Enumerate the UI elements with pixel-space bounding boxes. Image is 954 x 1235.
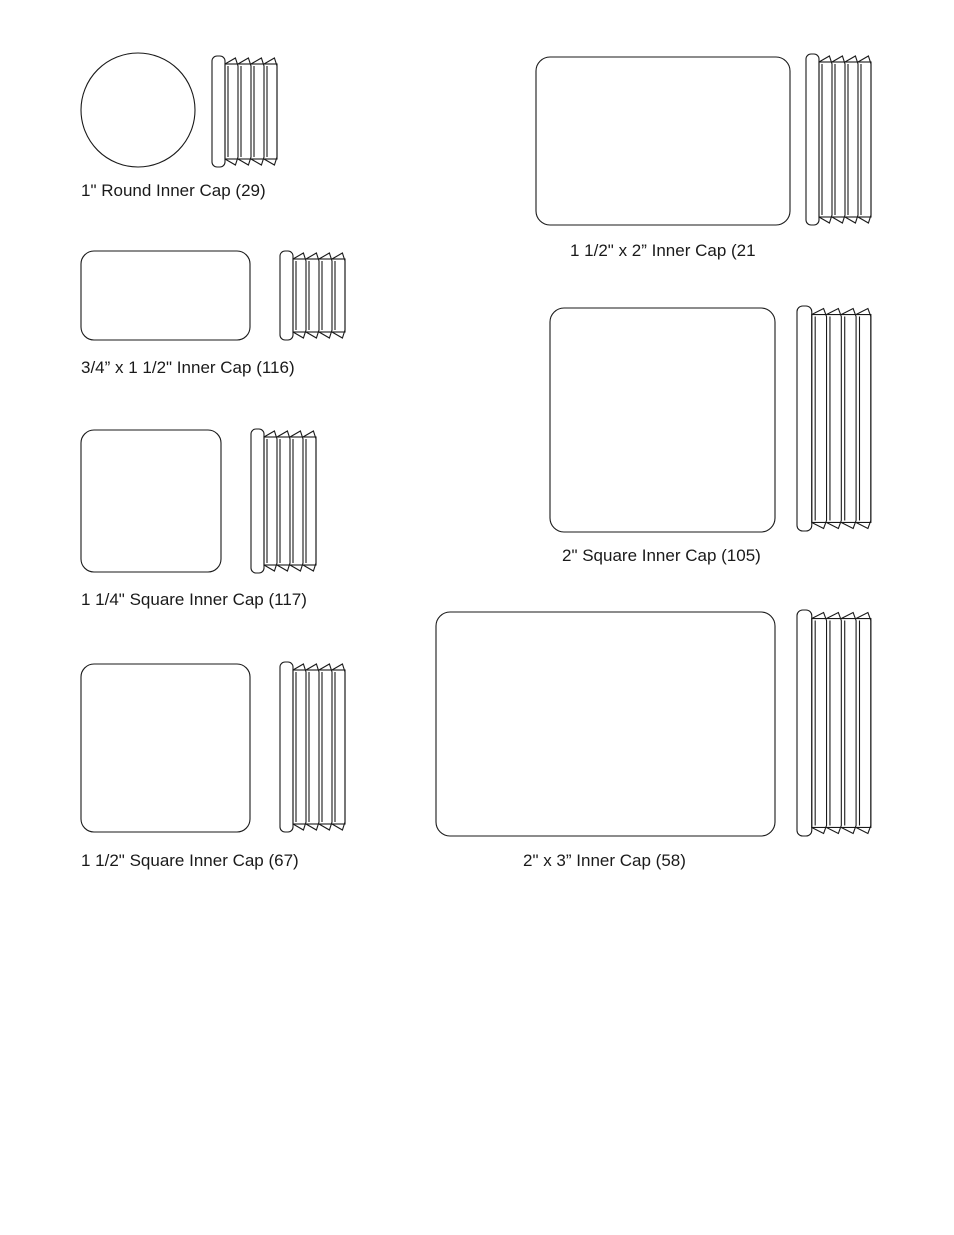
- cap-rib: [332, 253, 345, 338]
- cap-side-profile: [797, 306, 871, 531]
- cap-side-profile: [251, 429, 316, 573]
- cap-rib: [827, 309, 842, 529]
- cap-rib: [856, 309, 871, 529]
- cap-flange: [797, 610, 812, 836]
- cap-rib: [841, 613, 856, 834]
- cap-flange: [797, 306, 812, 531]
- square-2-inner-cap-drawing: [550, 306, 871, 532]
- cap-rib: [832, 56, 845, 223]
- square-1-1-2-inner-cap-label: 1 1/2" Square Inner Cap (67): [81, 851, 299, 870]
- square-1-1-4-inner-cap-label: 1 1/4" Square Inner Cap (117): [81, 590, 307, 609]
- cap-face-outline: [436, 612, 775, 836]
- cap-rib: [812, 613, 827, 834]
- cap-rib: [319, 253, 332, 338]
- cap-rib: [293, 253, 306, 338]
- cap-face-outline: [81, 53, 195, 167]
- cap-flange: [251, 429, 264, 573]
- cap-flange: [280, 662, 293, 832]
- rect-1-1-2x2-inner-cap-drawing: [536, 54, 871, 225]
- cap-rib: [856, 613, 871, 834]
- cap-rib: [306, 253, 319, 338]
- round-inner-cap-drawing: [81, 53, 277, 167]
- cap-rib: [303, 431, 316, 571]
- cap-flange: [280, 251, 293, 340]
- rect-3-4-inner-cap-drawing: [81, 251, 345, 340]
- cap-rib: [225, 58, 238, 165]
- cap-rib: [819, 56, 832, 223]
- cap-flange: [806, 54, 819, 225]
- cap-face-outline: [81, 430, 221, 572]
- cap-rib: [845, 56, 858, 223]
- cap-side-profile: [212, 56, 277, 167]
- cap-face-outline: [536, 57, 790, 225]
- round-inner-cap-label: 1" Round Inner Cap (29): [81, 181, 266, 200]
- cap-rib: [251, 58, 264, 165]
- cap-side-profile: [806, 54, 871, 225]
- cap-rib: [264, 58, 277, 165]
- square-1-1-4-inner-cap-drawing: [81, 429, 316, 573]
- cap-side-profile: [280, 662, 345, 832]
- cap-rib: [264, 431, 277, 571]
- cap-rib: [319, 664, 332, 830]
- cap-rib: [332, 664, 345, 830]
- cap-rib: [841, 309, 856, 529]
- cap-rib: [858, 56, 871, 223]
- cap-face-outline: [81, 664, 250, 832]
- cap-rib: [238, 58, 251, 165]
- cap-rib: [306, 664, 319, 830]
- rect-2x3-inner-cap-drawing: [436, 610, 871, 836]
- cap-face-outline: [81, 251, 250, 340]
- cap-rib: [290, 431, 303, 571]
- rect-3-4-inner-cap-label: 3/4” x 1 1/2" Inner Cap (116): [81, 358, 295, 377]
- cap-face-outline: [550, 308, 775, 532]
- square-1-1-2-inner-cap-drawing: [81, 662, 345, 832]
- rect-1-1-2x2-inner-cap-label: 1 1/2" x 2” Inner Cap (21: [570, 241, 756, 260]
- cap-rib: [812, 309, 827, 529]
- cap-rib: [293, 664, 306, 830]
- cap-rib: [827, 613, 842, 834]
- square-2-inner-cap-label: 2" Square Inner Cap (105): [562, 546, 761, 565]
- rect-2x3-inner-cap-label: 2" x 3” Inner Cap (58): [523, 851, 686, 870]
- cap-rib: [277, 431, 290, 571]
- cap-flange: [212, 56, 225, 167]
- cap-side-profile: [797, 610, 871, 836]
- cap-side-profile: [280, 251, 345, 340]
